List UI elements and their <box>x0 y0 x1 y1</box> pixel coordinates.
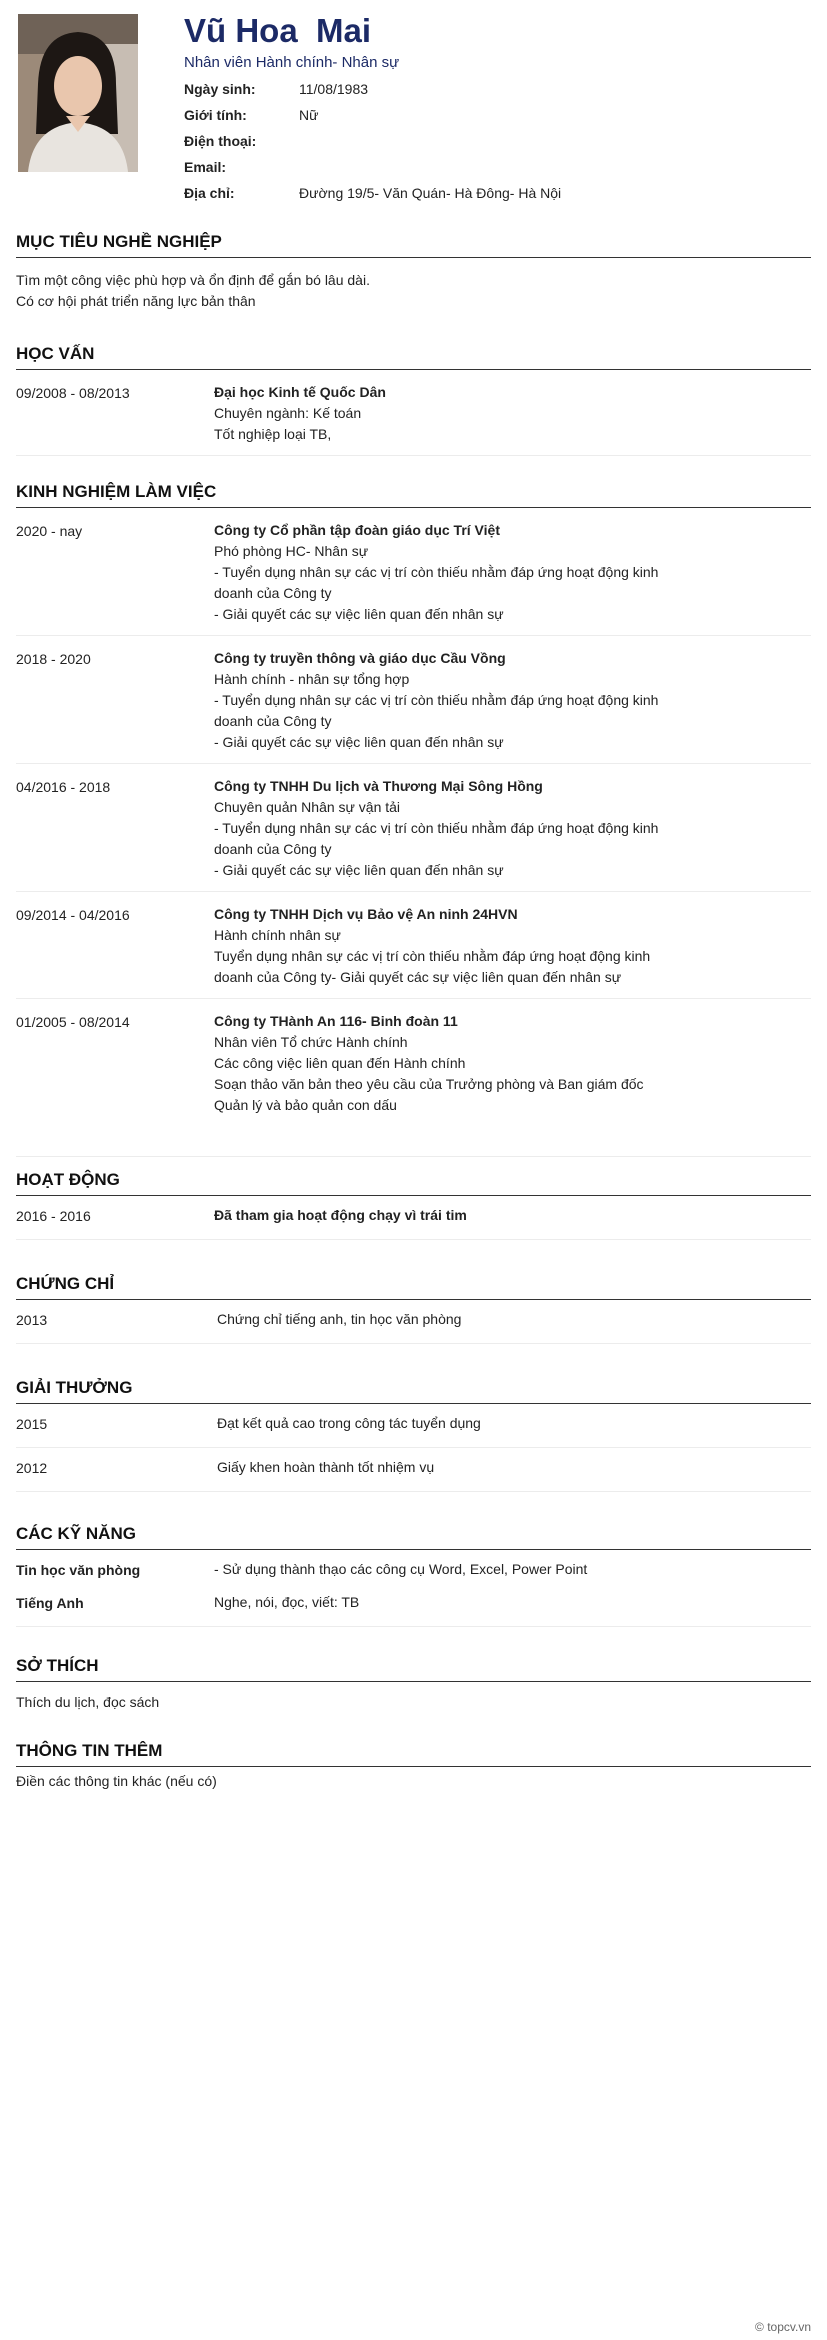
item-line: Soạn thảo văn bản theo yêu cầu của Trưởng phòng và Ban giám đốc <box>214 1076 644 1092</box>
item-line: - Tuyển dụng nhân sự các vị trí còn thiếu nhằm đáp ứng hoạt động kinh <box>214 692 659 708</box>
item-date: 2013 <box>16 1312 48 1328</box>
item-line: - Tuyển dụng nhân sự các vị trí còn thiếu nhằm đáp ứng hoạt động kinh <box>214 564 659 580</box>
footer-watermark: © topcv.vn <box>755 2320 811 2334</box>
company-name: Công ty TNHH Du lịch và Thương Mại Sông Hồng <box>214 778 543 794</box>
certificate-item <box>16 1300 811 1344</box>
section-education <box>16 344 811 456</box>
section-title: HỌC VẤN <box>16 344 811 370</box>
company-name: Công ty Cổ phần tập đoàn giáo dục Trí Việt <box>214 522 500 538</box>
info-label: Giới tính: <box>184 107 247 123</box>
skill-item <box>16 1585 811 1627</box>
info-value: Nữ <box>299 107 319 123</box>
objective-line: Có cơ hội phát triển năng lực bản thân <box>16 293 256 309</box>
section-title: KINH NGHIỆM LÀM VIỆC <box>16 482 811 508</box>
item-date: 2015 <box>16 1416 48 1432</box>
item-line: doanh của Công ty <box>214 713 332 729</box>
item-line: Nhân viên Tổ chức Hành chính <box>214 1034 408 1050</box>
item-line: Tốt nghiệp loại TB, <box>214 426 332 442</box>
company-name: Công ty THành An 116- Binh đoàn 11 <box>214 1013 458 1029</box>
section-awards <box>16 1378 811 1492</box>
school-name: Đại học Kinh tế Quốc Dân <box>214 384 386 400</box>
additional-text: Điền các thông tin khác (nếu có) <box>16 1773 217 1789</box>
education-item <box>16 370 811 456</box>
item-line: Phó phòng HC- Nhân sự <box>214 543 369 559</box>
item-line: Chuyên ngành: Kế toán <box>214 405 362 421</box>
skill-text: - Sử dụng thành thạo các công cụ Word, Excel, Power Point <box>214 1561 588 1577</box>
candidate-name: Vũ Hoa Mai <box>184 12 372 49</box>
section-title: CÁC KỸ NĂNG <box>16 1524 811 1550</box>
item-line: doanh của Công ty- Giải quyết các sự việc liên quan đến nhân sự <box>214 969 622 985</box>
award-text: Đạt kết quả cao trong công tác tuyển dụng <box>217 1415 481 1431</box>
skill-text: Nghe, nói, đọc, viết: TB <box>214 1594 360 1610</box>
item-date: 09/2014 - 04/2016 <box>16 907 130 923</box>
info-label: Điện thoại: <box>184 133 257 149</box>
experience-item <box>16 892 811 999</box>
item-date: 2020 - nay <box>16 523 83 539</box>
objective-text <box>16 258 811 312</box>
item-line: doanh của Công ty <box>214 585 332 601</box>
experience-item <box>16 508 811 636</box>
skill-name: Tiếng Anh <box>16 1595 84 1611</box>
section-certificates <box>16 1274 811 1344</box>
section-title: CHỨNG CHỈ <box>16 1274 811 1300</box>
certificate-text: Chứng chỉ tiếng anh, tin học văn phòng <box>217 1311 462 1327</box>
cv-header <box>18 12 813 201</box>
info-value: 11/08/1983 <box>299 81 369 97</box>
item-line: Hành chính nhân sự <box>214 927 341 943</box>
section-objective <box>16 232 811 312</box>
item-line: Quản lý và bảo quản con dấu <box>214 1097 397 1113</box>
skill-item <box>16 1550 811 1585</box>
section-hobbies <box>16 1656 811 1713</box>
item-line: - Giải quyết các sự việc liên quan đến nhân sự <box>214 734 504 750</box>
section-title: HOẠT ĐỘNG <box>16 1170 811 1196</box>
item-line: - Giải quyết các sự việc liên quan đến nhân sự <box>214 862 504 878</box>
item-date: 2018 - 2020 <box>16 651 91 667</box>
company-name: Công ty TNHH Dịch vụ Bảo vệ An ninh 24HVN <box>214 906 518 922</box>
objective-line: Tìm một công việc phù hợp và ổn định để gắn bó lâu dài. <box>16 272 370 288</box>
experience-item <box>16 764 811 892</box>
section-title: MỤC TIÊU NGHỀ NGHIỆP <box>16 232 811 258</box>
skill-name: Tin học văn phòng <box>16 1562 141 1578</box>
activity-item <box>16 1196 811 1240</box>
item-date: 2012 <box>16 1460 48 1476</box>
item-date: 04/2016 - 2018 <box>16 779 111 795</box>
section-title: THÔNG TIN THÊM <box>16 1741 811 1767</box>
item-date: 09/2008 - 08/2013 <box>16 385 130 401</box>
section-experience <box>16 482 811 1157</box>
award-item <box>16 1448 811 1492</box>
section-title: GIẢI THƯỞNG <box>16 1378 811 1404</box>
info-value: Đường 19/5- Văn Quán- Hà Đông- Hà Nội <box>299 185 562 201</box>
item-date: 01/2005 - 08/2014 <box>16 1014 130 1030</box>
info-label: Email: <box>184 159 227 175</box>
item-line: Chuyên quản Nhân sự vận tải <box>214 799 401 815</box>
item-line: doanh của Công ty <box>214 841 332 857</box>
award-item <box>16 1404 811 1448</box>
hobbies-text: Thích du lịch, đọc sách <box>16 1694 160 1710</box>
activity-name: Đã tham gia hoạt động chạy vì trái tim <box>214 1207 467 1223</box>
candidate-position: Nhân viên Hành chính- Nhân sự <box>184 54 400 71</box>
item-date: 2016 - 2016 <box>16 1208 91 1224</box>
item-line: - Giải quyết các sự việc liên quan đến nhân sự <box>214 606 504 622</box>
info-label: Địa chỉ: <box>184 185 235 201</box>
experience-item <box>16 636 811 764</box>
item-line: Tuyển dụng nhân sự các vị trí còn thiếu nhằm đáp ứng hoạt động kinh <box>214 948 651 964</box>
info-label: Ngày sinh: <box>184 81 256 97</box>
experience-item <box>16 999 811 1157</box>
item-line: Hành chính - nhân sự tổng hợp <box>214 671 410 687</box>
section-activities <box>16 1170 811 1240</box>
section-title: SỞ THÍCH <box>16 1656 811 1682</box>
item-line: - Tuyển dụng nhân sự các vị trí còn thiếu nhằm đáp ứng hoạt động kinh <box>214 820 659 836</box>
profile-photo <box>18 14 138 172</box>
section-skills <box>16 1524 811 1627</box>
award-text: Giấy khen hoàn thành tốt nhiệm vụ <box>217 1459 435 1475</box>
company-name: Công ty truyền thông và giáo dục Cầu Vồng <box>214 650 506 666</box>
item-line: Các công việc liên quan đến Hành chính <box>214 1055 466 1071</box>
section-additional-info <box>16 1741 811 1792</box>
